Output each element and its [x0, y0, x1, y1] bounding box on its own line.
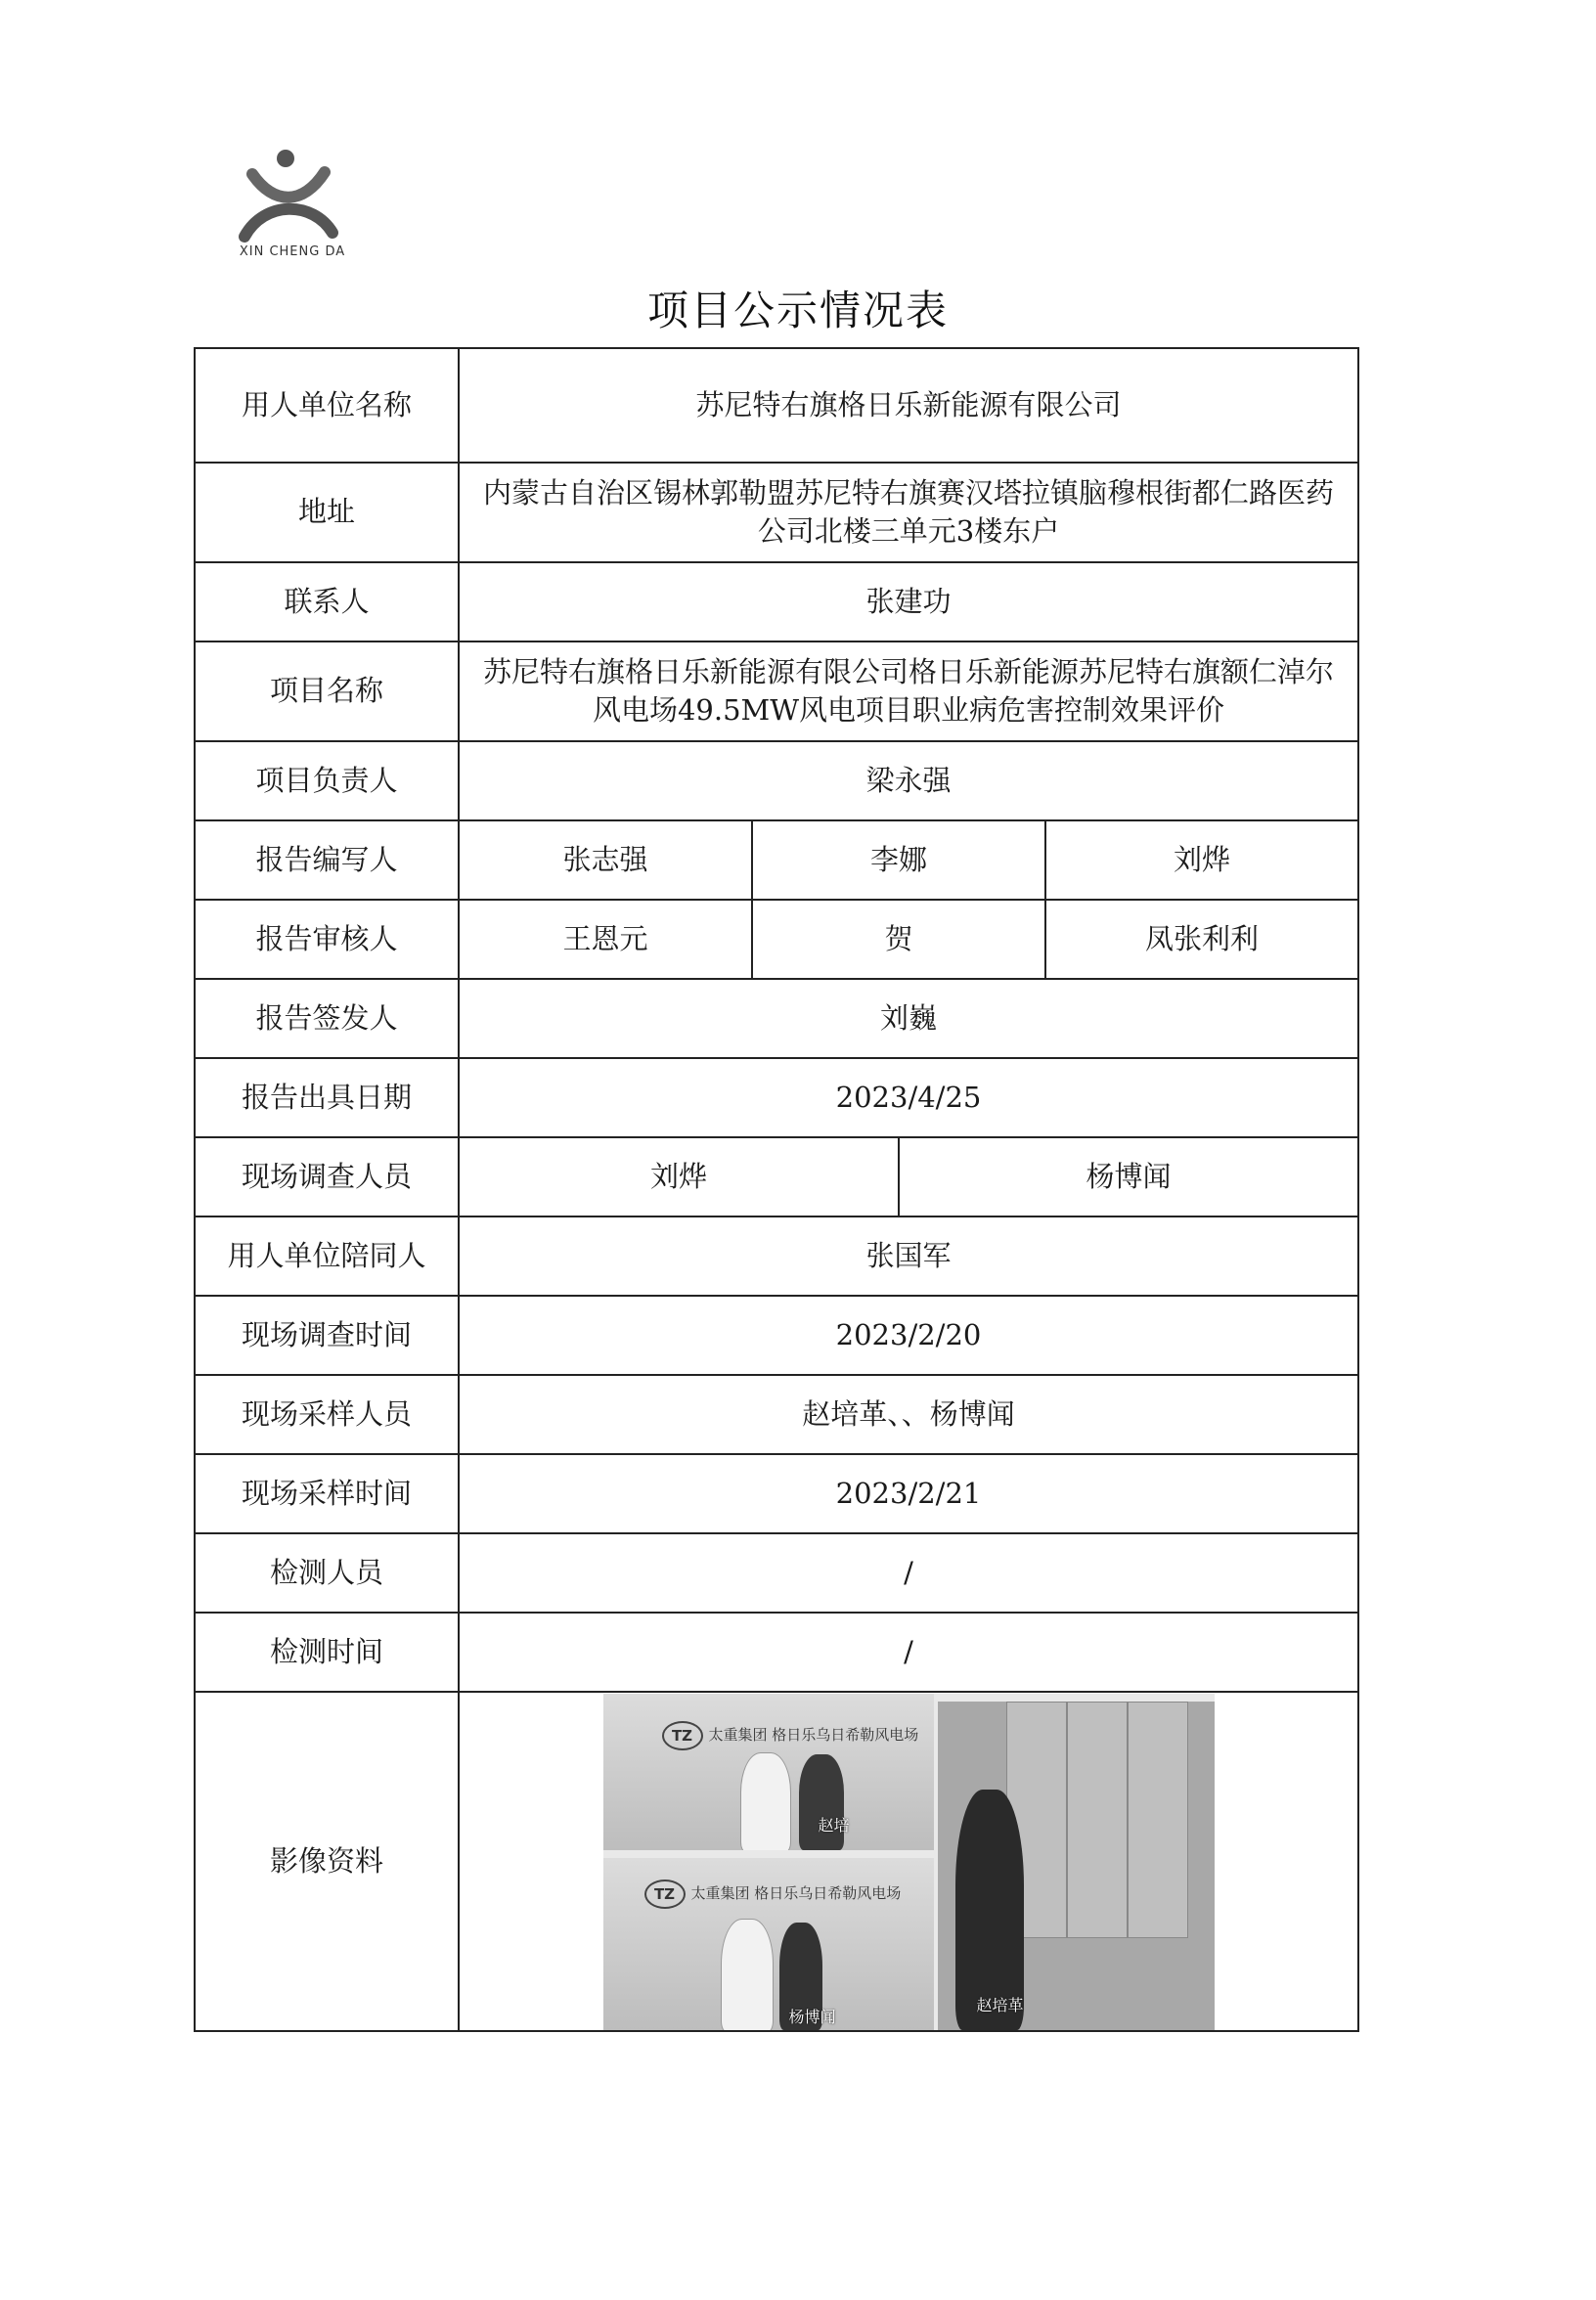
address-label: 地址 [195, 463, 459, 562]
person-figure [721, 1919, 774, 2030]
reviewer-3: 凤张利利 [1045, 900, 1358, 979]
sampling-time-value: 2023/2/21 [459, 1454, 1358, 1533]
sampling-time-label: 现场采样时间 [195, 1454, 459, 1533]
issue-date-value: 2023/4/25 [459, 1058, 1358, 1137]
tz-logo: TZ [644, 1880, 686, 1909]
address-value: 内蒙古自治区锡林郭勒盟苏尼特右旗赛汉塔拉镇脑穆根街都仁路医药公司北楼三单元3楼东户 [459, 463, 1358, 562]
cabinet [1128, 1702, 1188, 1938]
photo-caption: 杨博闻 [788, 2007, 836, 2026]
survey-staff-1: 刘烨 [459, 1137, 899, 1216]
sampling-staff-value: 赵培革、、杨博闻 [459, 1375, 1358, 1454]
escort-value: 张国军 [459, 1216, 1358, 1296]
writer-1: 张志强 [459, 820, 752, 900]
photo-caption: 赵培革 [976, 1995, 1024, 2014]
test-time-label: 检测时间 [195, 1613, 459, 1692]
sampling-staff-label: 现场采样人员 [195, 1375, 459, 1454]
writer-3: 刘烨 [1045, 820, 1358, 900]
testers-value: / [459, 1533, 1358, 1613]
test-time-value: / [459, 1613, 1358, 1692]
reviewer-1: 王恩元 [459, 900, 752, 979]
site-photos [603, 1694, 1215, 2030]
photo-survey-1 [603, 1694, 934, 1850]
survey-staff-2: 杨博闻 [899, 1137, 1358, 1216]
survey-time-value: 2023/2/20 [459, 1296, 1358, 1375]
contact-value: 张建功 [459, 562, 1358, 641]
photo-caption: 赵培 [818, 1815, 850, 1835]
reviewers-label: 报告审核人 [195, 900, 459, 979]
escort-label: 用人单位陪同人 [195, 1216, 459, 1296]
page-title: 项目公示情况表 [646, 287, 949, 334]
images-label: 影像资料 [195, 1692, 459, 2031]
writer-2: 李娜 [752, 820, 1045, 900]
issuer-label: 报告签发人 [195, 979, 459, 1058]
project-info-table [194, 347, 1359, 2032]
cabinet [1067, 1702, 1128, 1938]
photo-survey-2 [603, 1858, 934, 2030]
manager-label: 项目负责人 [195, 741, 459, 820]
testers-label: 检测人员 [195, 1533, 459, 1613]
employer-label: 用人单位名称 [195, 348, 459, 463]
photo-sampling [938, 1702, 1215, 2030]
photo-sign-text: 太重集团 格日乐乌日希勒风电场 [690, 1883, 902, 1902]
logo-text: XIN CHENG DA [239, 244, 346, 259]
issuer-value: 刘巍 [459, 979, 1358, 1058]
project-name-value: 苏尼特右旗格日乐新能源有限公司格日乐新能源苏尼特右旗额仁淖尔风电场49.5MW风电项目职业病危害控制效果评价 [459, 641, 1358, 741]
writers-label: 报告编写人 [195, 820, 459, 900]
employer-value: 苏尼特右旗格日乐新能源有限公司 [459, 348, 1358, 463]
reviewer-2: 贺 [752, 900, 1045, 979]
project-name-label: 项目名称 [195, 641, 459, 741]
issue-date-label: 报告出具日期 [195, 1058, 459, 1137]
company-logo [235, 147, 352, 254]
person-figure [740, 1752, 791, 1850]
survey-time-label: 现场调查时间 [195, 1296, 459, 1375]
survey-staff-label: 现场调查人员 [195, 1137, 459, 1216]
contact-label: 联系人 [195, 562, 459, 641]
manager-value: 梁永强 [459, 741, 1358, 820]
photo-sign-text: 太重集团 格日乐乌日希勒风电场 [708, 1725, 919, 1744]
tz-logo: TZ [662, 1721, 703, 1750]
